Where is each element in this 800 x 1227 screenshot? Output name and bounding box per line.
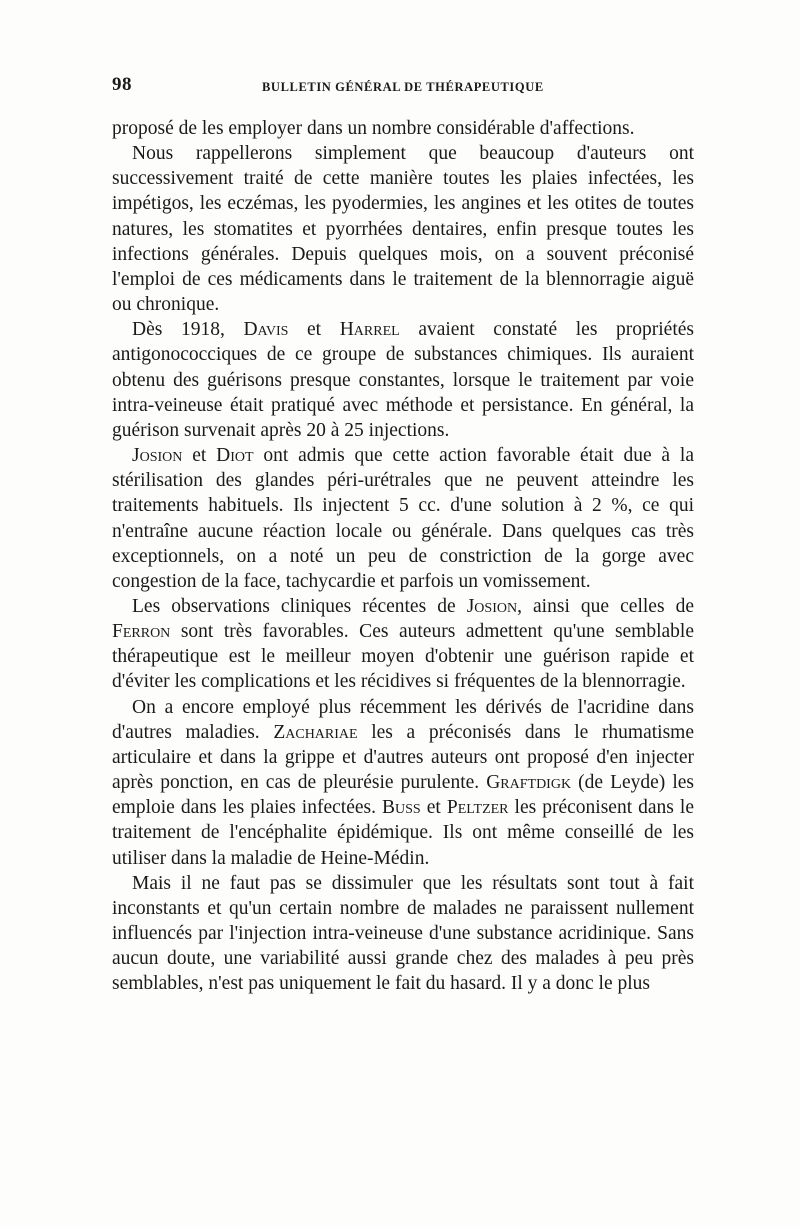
author-name: Ferron (112, 621, 171, 643)
text-segment: proposé de les employer dans un nombre considérable d'affections. (112, 118, 635, 139)
paragraph (112, 695, 694, 871)
text-segment: les préconisent dans le traitement de l'encéphalite épidémique. Ils ont même conseillé de les utiliser dans la maladie de Heine-Médin. (112, 797, 694, 869)
text-segment: et (420, 797, 447, 819)
running-head: BULLETIN GÉNÉRAL DE THÉRAPEUTIQUE (262, 80, 544, 94)
author-name: Josion (466, 595, 518, 617)
text-segment: Les observations cliniques récentes de (132, 595, 467, 617)
text-segment: Mais il ne faut pas se dissimuler que les résultats sont tout à fait inconstants et qu'un certain nombre de malades ne paraissent nullement influencés par l'injection intra-veineuse d'une substance acridinique. Sans aucun doute, une variabilité aussi grande chez des malades à peu près semblables, n'est pas uniquement le fait du hasard. Il y a donc le plus (112, 872, 694, 995)
text-segment: Dès 1918, (132, 319, 244, 341)
author-name: Peltzer (446, 797, 509, 819)
text-segment: (de Leyde) les emploie dans les plaies infectées. (112, 772, 694, 819)
text-segment: Nous rappellerons simplement que beaucoup d'auteurs ont successivement traité de cette manière toutes les plaies infectées, les impétigos, les eczémas, les pyodermies, les angines et les otites de toutes natures, les stomatites et pyorrhées dentaires, enfin presque toutes les infections générales. Depuis quelques mois, on a souvent préconisé l'emploi de ces médicaments dans le traitement de la blennorragie aiguë ou chronique. (112, 143, 694, 316)
author-name: Graftdigk (486, 772, 572, 794)
text-segment: ont admis que cette action favorable était due à la stérilisation des glandes péri-urétrales que ne peuvent atteindre les traitements habituels. Ils injectent 5 cc. d'une solution à 2 %, ce qui n'entraîne aucune réaction locale ou générale. Dans quelques cas très exceptionnels, on a noté un peu de constriction de la gorge avec congestion de la face, tachycardie et parfois un vomissement. (112, 445, 694, 592)
paragraph (112, 317, 694, 443)
body-text (112, 116, 694, 996)
text-segment: et (288, 319, 340, 341)
text-segment: les a préconisés dans le rhumatisme articulaire et dans la grippe et d'autres auteurs ont proposé d'en injecter après ponction, en cas de pleurésie purulente. (112, 721, 695, 794)
text-segment: et (182, 445, 217, 467)
paragraph (112, 141, 694, 317)
author-name: Josion (132, 445, 183, 467)
page-header (112, 74, 694, 104)
text-segment: sont très favorables. Ces auteurs admettent qu'une semblable thérapeutique est le meilleur moyen d'obtenir une guérison rapide et d'éviter les complications et les récidives si fréquentes de la blennorragie. (112, 621, 694, 693)
text-segment: On a encore employé plus récemment les dérivés de l'acridine dans d'autres maladies. (112, 696, 694, 743)
paragraph (112, 594, 694, 695)
author-name: Diot (216, 445, 254, 467)
author-name: Harrel (339, 319, 400, 341)
text-segment: , ainsi que celles de (517, 595, 694, 617)
author-name: Davis (243, 319, 289, 341)
paragraph (112, 871, 694, 997)
author-name: Buss (382, 797, 421, 819)
author-name: Zachariae (273, 721, 358, 743)
page-number: 98 (112, 74, 132, 95)
paragraph (112, 116, 694, 141)
paragraph (112, 443, 694, 594)
text-segment: avaient constaté les propriétés antigonococciques de ce groupe de substances chimiques. Ils auraient obtenu des guérisons presque constantes, lorsque le traitement par voie intra-veineuse était pratiqué avec méthode et persistance. En général, la guérison survenait après 20 à 25 injections. (112, 319, 695, 441)
